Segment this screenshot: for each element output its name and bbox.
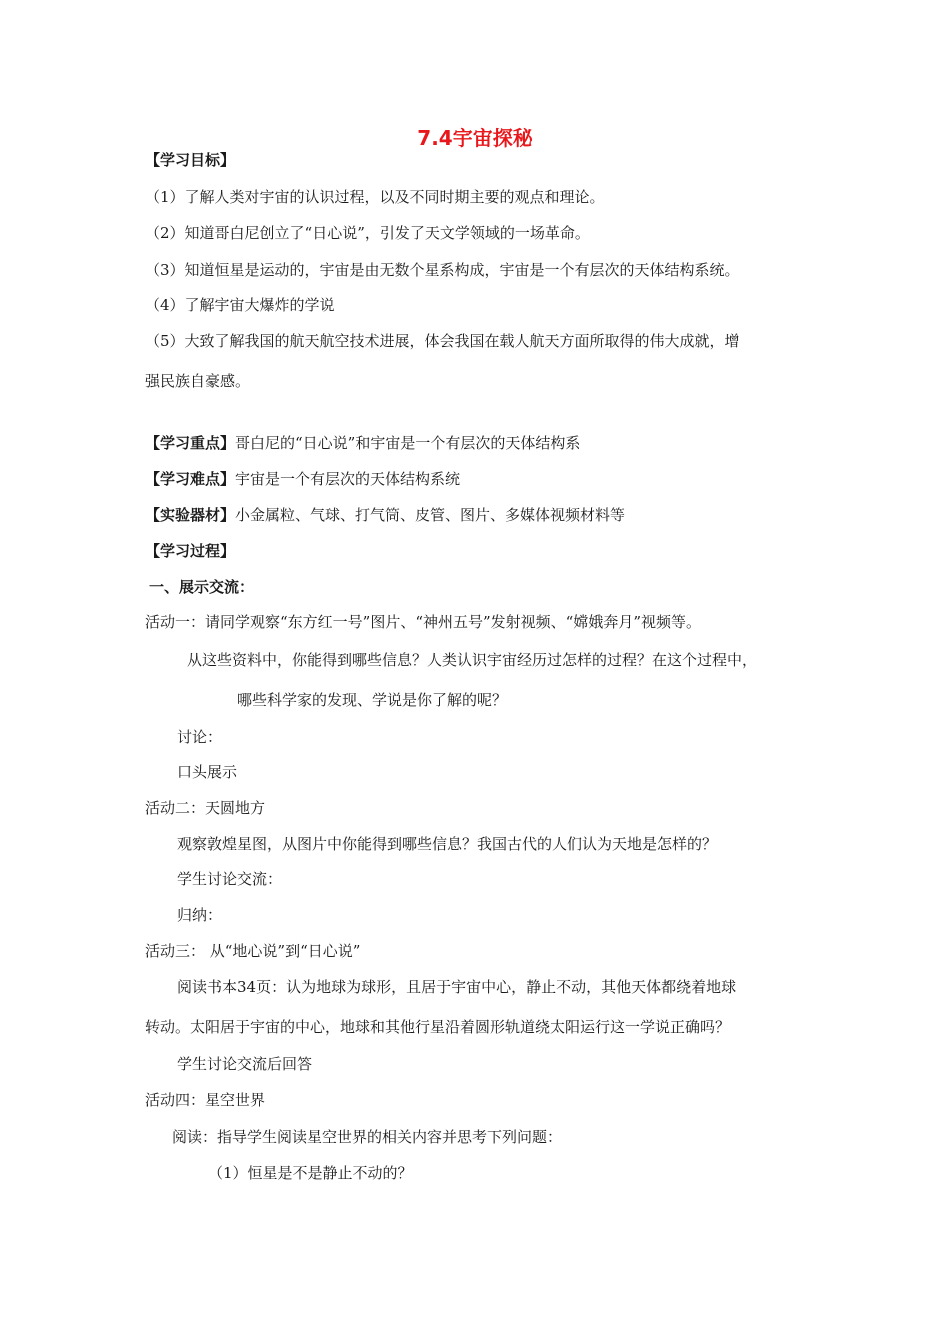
activity-2-title: 活动二：天圆地方 xyxy=(145,799,266,817)
activity-1-discussion: 讨论： xyxy=(177,728,223,746)
activity-2-line-3: 归纳： xyxy=(177,906,223,924)
activity-1-oral: 口头展示 xyxy=(177,763,238,781)
objective-item-5-continued: 强民族自豪感。 xyxy=(145,372,251,390)
objective-item-4: （4）了解宇宙大爆炸的学说 xyxy=(145,296,335,314)
activity-4-line-1: 阅读：指导学生阅读星空世界的相关内容并思考下列问题： xyxy=(172,1128,563,1146)
key-points-text: 哥白尼的“日心说”和宇宙是一个有层次的天体结构系 xyxy=(235,434,581,452)
materials-text: 小金属粒、气球、打气筒、皮管、图片、多媒体视频材料等 xyxy=(235,506,626,524)
activity-1-line-3: 哪些科学家的发现、学说是你了解的呢？ xyxy=(237,691,508,709)
activity-3-title: 活动三： 从“地心说”到“日心说” xyxy=(145,942,361,960)
difficulty-text: 宇宙是一个有层次的天体结构系统 xyxy=(235,470,461,488)
objective-item-2: （2）知道哥白尼创立了“日心说”，引发了天文学领域的一场革命。 xyxy=(145,224,590,242)
activity-2-line-2: 学生讨论交流： xyxy=(177,870,283,888)
activity-2-line-1: 观察敦煌星图，从图片中你能得到哪些信息？我国古代的人们认为天地是怎样的？ xyxy=(177,835,718,853)
difficulty-label: 【学习难点】 xyxy=(145,470,236,488)
activity-1-line-1: 活动一：请同学观察“东方红一号”图片、“神州五号”发射视频、“嫦娥奔月”视频等。 xyxy=(145,613,702,631)
objective-item-3: （3）知道恒星是运动的，宇宙是由无数个星系构成，宇宙是一个有层次的天体结构系统。 xyxy=(145,261,740,279)
activity-3-line-3: 学生讨论交流后回答 xyxy=(177,1055,313,1073)
objective-item-1: （1）了解人类对宇宙的认识过程，以及不同时期主要的观点和理论。 xyxy=(145,188,605,206)
objective-item-5: （5）大致了解我国的航天航空技术进展，体会我国在载人航天方面所取得的伟大成就，增 xyxy=(145,332,740,350)
activity-3-line-2: 转动。太阳居于宇宙的中心，地球和其他行星沿着圆形轨道绕太阳运行这一学说正确吗？ xyxy=(145,1018,731,1036)
activity-4-question-1: （1）恒星是不是静止不动的？ xyxy=(208,1164,413,1182)
activity-4-title: 活动四：星空世界 xyxy=(145,1091,266,1109)
objectives-heading: 【学习目标】 xyxy=(145,151,236,169)
materials-label: 【实验器材】 xyxy=(145,506,236,524)
activity-1-line-2: 从这些资料中，你能得到哪些信息？人类认识宇宙经历过怎样的过程？在这个过程中， xyxy=(187,651,758,669)
activity-3-line-1: 阅读书本34页：认为地球为球形，且居于宇宙中心，静止不动，其他天体都绕着地球 xyxy=(177,978,737,996)
difficulty-line xyxy=(145,468,460,490)
process-heading: 【学习过程】 xyxy=(145,542,236,560)
key-points-line xyxy=(145,432,580,454)
key-points-label: 【学习重点】 xyxy=(145,434,236,452)
section-1-heading: 一、展示交流： xyxy=(149,578,255,596)
materials-line xyxy=(145,504,625,526)
document-title: 7.4宇宙探秘 xyxy=(417,126,533,150)
